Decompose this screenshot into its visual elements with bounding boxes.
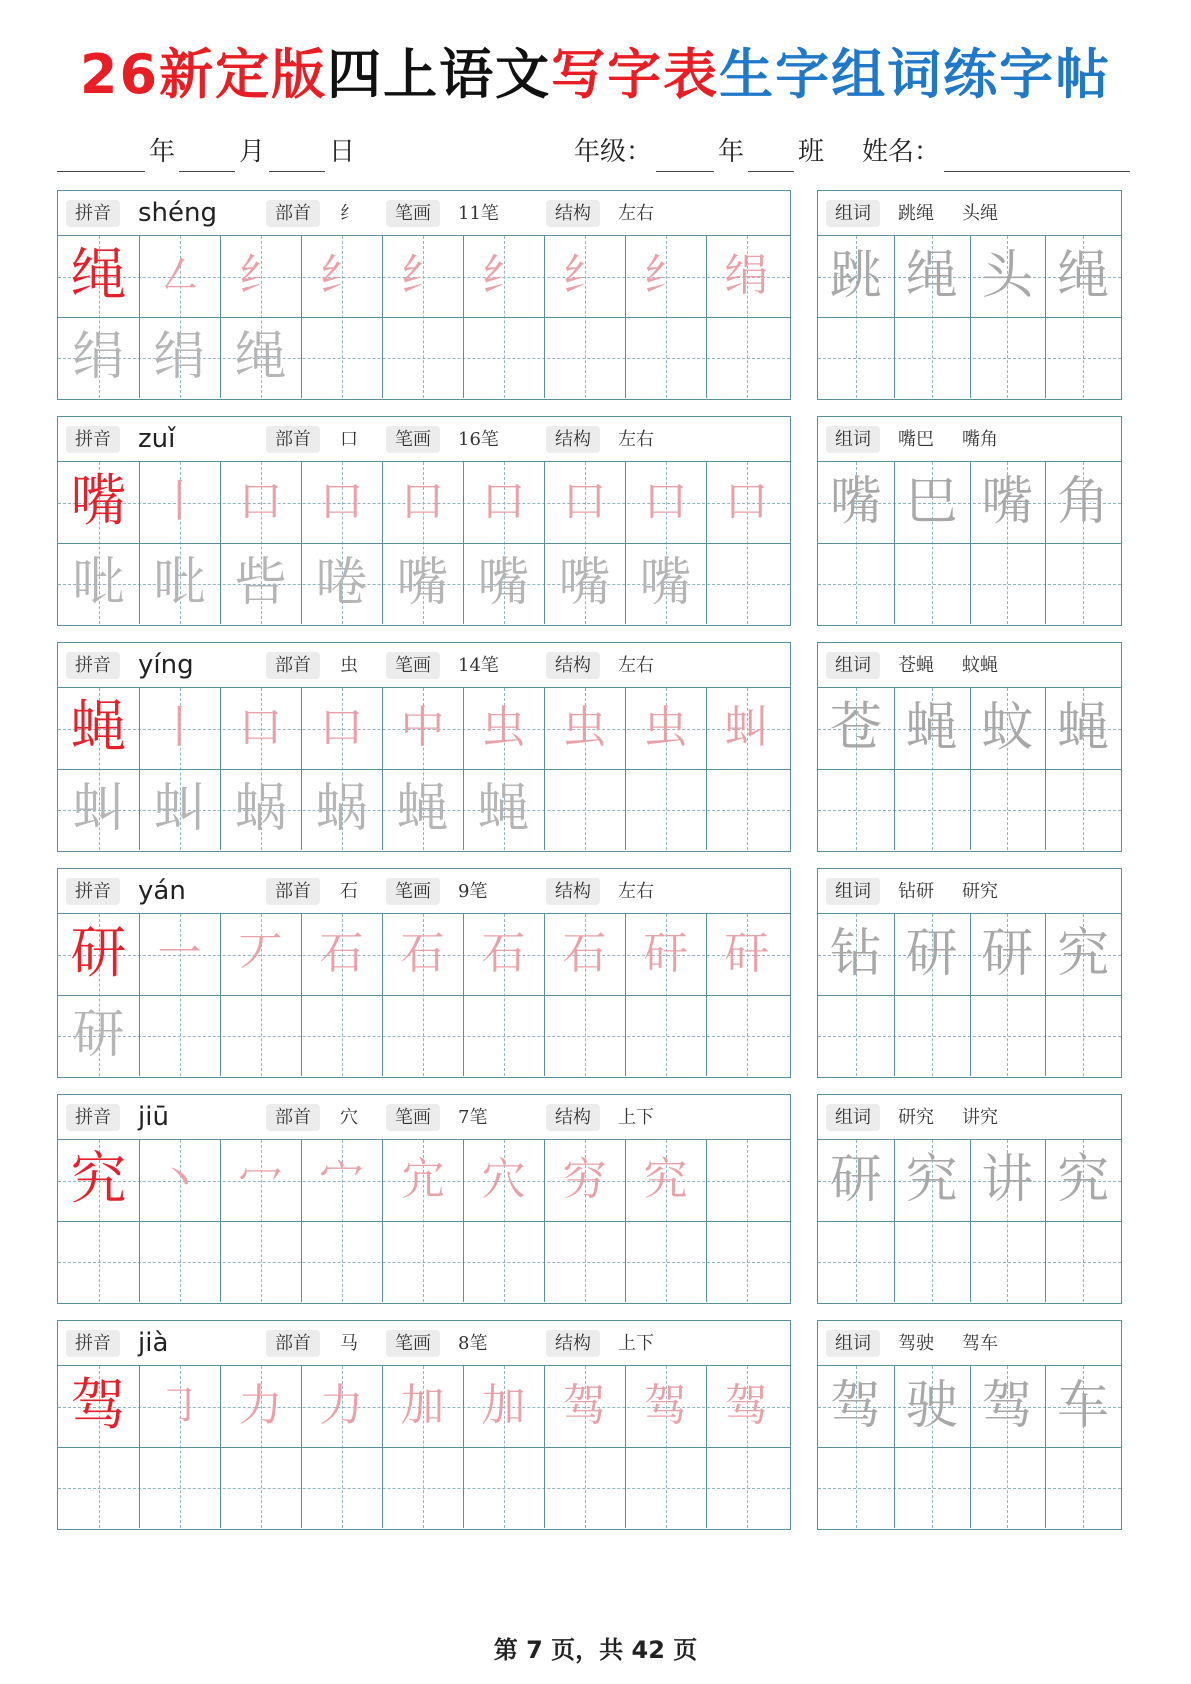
radical-label: 部首: [266, 1104, 320, 1131]
stroke-step-character: 石: [319, 928, 364, 979]
stroke-step-character: 宂: [400, 1154, 445, 1205]
page-footer: 第 7 页，共 42 页: [493, 1636, 698, 1664]
stroke-step-character: 口: [238, 702, 283, 753]
stroke-step-character: 绢: [724, 250, 769, 301]
grid-line: [58, 1221, 790, 1222]
word-value: 嘴巴: [898, 429, 934, 450]
words-label: 组词: [826, 426, 880, 453]
month-label: 月: [239, 137, 266, 167]
word-practice-box: [817, 1320, 1122, 1530]
practice-row: [57, 190, 1137, 400]
page-title: [0, 40, 1191, 110]
pinyin-value: yíng: [138, 650, 194, 680]
strokes-label: 笔画: [386, 1104, 440, 1131]
word-character: 驾: [981, 1376, 1034, 1436]
stroke-step-character: 虫: [562, 702, 607, 753]
words-header: [818, 191, 1121, 236]
char-practice-box: [57, 190, 791, 400]
char-info-header: [58, 1321, 790, 1366]
char-info-header: [58, 869, 790, 914]
stroke-step-character: 穴: [481, 1154, 526, 1205]
strokes-label: 笔画: [386, 200, 440, 227]
title-part-3: 写字表: [551, 43, 720, 106]
practice-row: [57, 1320, 1137, 1530]
trace-character: 虯: [72, 779, 125, 839]
stroke-step-character: 纟: [643, 250, 688, 301]
stroke-step-character: 石: [562, 928, 607, 979]
char-practice-box: [57, 1320, 791, 1530]
word-character: 跳: [829, 246, 882, 306]
stroke-step-character: 纟: [562, 250, 607, 301]
word-character: 驾: [829, 1376, 882, 1436]
pinyin-label: 拼音: [66, 200, 120, 227]
word-character: 究: [1057, 1150, 1110, 1210]
stroke-step-character: 矸: [643, 928, 688, 979]
word-character: 绳: [1057, 246, 1110, 306]
radical-value: 纟: [340, 203, 358, 224]
stroke-step-character: 石: [400, 928, 445, 979]
year-blank[interactable]: [57, 143, 145, 172]
trace-character: 绢: [72, 327, 125, 387]
word-value: 嘴角: [962, 429, 998, 450]
word-grid: [818, 1140, 1121, 1302]
stroke-step-character: 口: [319, 702, 364, 753]
structure-label: 结构: [546, 1330, 600, 1357]
stroke-step-character: 驾: [643, 1380, 688, 1431]
word-practice-box: [817, 190, 1122, 400]
word-grid: [818, 688, 1121, 850]
word-value: 研究: [898, 1107, 934, 1128]
stroke-step-character: 虫: [481, 702, 526, 753]
practice-row: [57, 1094, 1137, 1304]
word-character: 苍: [829, 698, 882, 758]
main-character: 研: [70, 921, 127, 986]
stroke-step-character: 丨: [157, 702, 202, 753]
strokes-value: 7笔: [458, 1107, 488, 1128]
char-practice-box: [57, 868, 791, 1078]
stroke-step-character: 驾: [562, 1380, 607, 1431]
char-info-header: [58, 643, 790, 688]
stroke-step-character: 纟: [481, 250, 526, 301]
word-value: 苍蝇: [898, 655, 934, 676]
strokes-label: 笔画: [386, 1330, 440, 1357]
stroke-step-character: 口: [238, 476, 283, 527]
name-label: 姓名：: [862, 137, 941, 167]
strokes-label: 笔画: [386, 426, 440, 453]
tianzi-grid: [58, 236, 790, 398]
strokes-value: 8笔: [458, 1333, 488, 1354]
pinyin-label: 拼音: [66, 426, 120, 453]
trace-character: 啳: [315, 553, 368, 613]
strokes-value: 9笔: [458, 881, 488, 902]
day-label: 日: [329, 137, 356, 167]
word-character: 究: [905, 1150, 958, 1210]
word-practice-box: [817, 416, 1122, 626]
char-practice-box: [57, 1094, 791, 1304]
trace-character: 蝇: [477, 779, 530, 839]
pinyin-value: jiū: [138, 1102, 169, 1132]
structure-value: 上下: [618, 1333, 654, 1354]
title-part-1: 26新定版: [79, 43, 328, 106]
word-character: 车: [1057, 1376, 1110, 1436]
trace-character: 绢: [153, 327, 206, 387]
pinyin-label: 拼音: [66, 1330, 120, 1357]
pinyin-value: yán: [138, 876, 186, 906]
grade-class-blank[interactable]: [748, 143, 794, 172]
words-header: [818, 1321, 1121, 1366]
month-blank[interactable]: [179, 143, 235, 172]
structure-value: 上下: [618, 1107, 654, 1128]
word-character: 研: [981, 924, 1034, 984]
word-character: 头: [981, 246, 1034, 306]
word-character: 钻: [829, 924, 882, 984]
strokes-label: 笔画: [386, 652, 440, 679]
stroke-step-character: 口: [643, 476, 688, 527]
word-value: 钻研: [898, 881, 934, 902]
student-line: [570, 132, 1130, 172]
main-character: 绳: [70, 243, 127, 308]
word-character: 研: [905, 924, 958, 984]
char-info-header: [58, 417, 790, 462]
trace-character: 呰: [234, 553, 287, 613]
grade-year-label: 年: [718, 137, 745, 167]
word-grid: [818, 914, 1121, 1076]
stroke-step-character: 中: [400, 702, 445, 753]
tianzi-grid: [58, 1366, 790, 1528]
trace-character: 嘴: [396, 553, 449, 613]
trace-character: 吡: [153, 553, 206, 613]
trace-character: 吡: [72, 553, 125, 613]
trace-character: 蜗: [315, 779, 368, 839]
word-character: 蚊: [981, 698, 1034, 758]
strokes-label: 笔画: [386, 878, 440, 905]
trace-character: 嘴: [558, 553, 611, 613]
word-character: 蝇: [905, 698, 958, 758]
stroke-step-character: ㇜: [157, 250, 202, 301]
pinyin-label: 拼音: [66, 878, 120, 905]
trace-character: 嘴: [639, 553, 692, 613]
char-practice-box: [57, 416, 791, 626]
date-line: [57, 132, 359, 172]
word-character: 究: [1057, 924, 1110, 984]
words-label: 组词: [826, 652, 880, 679]
title-part-2: 四上语文: [327, 43, 552, 106]
tianzi-grid: [58, 462, 790, 624]
pinyin-value: zuǐ: [138, 424, 176, 454]
grid-guide-line: [58, 1036, 790, 1037]
structure-label: 结构: [546, 878, 600, 905]
trace-character: 蝇: [396, 779, 449, 839]
trace-character: 蜗: [234, 779, 287, 839]
structure-label: 结构: [546, 200, 600, 227]
stroke-step-character: 丨: [157, 476, 202, 527]
stroke-step-character: 力: [319, 1380, 364, 1431]
stroke-step-character: 驾: [724, 1380, 769, 1431]
tianzi-grid: [58, 914, 790, 1076]
word-character: 巴: [905, 472, 958, 532]
stroke-step-character: 纟: [400, 250, 445, 301]
word-value: 驾车: [962, 1333, 998, 1354]
stroke-step-character: 加: [481, 1380, 526, 1431]
char-info-header: [58, 191, 790, 236]
main-character: 蝇: [70, 695, 127, 760]
tianzi-grid: [58, 688, 790, 850]
radical-value: 口: [340, 429, 358, 450]
tianzi-grid: [58, 1140, 790, 1302]
word-character: 驶: [905, 1376, 958, 1436]
stroke-step-character: 力: [238, 1380, 283, 1431]
word-value: 讲究: [962, 1107, 998, 1128]
stroke-step-character: 矸: [724, 928, 769, 979]
word-grid: [818, 1366, 1121, 1528]
grid-line: [58, 1447, 790, 1448]
grade-year-blank[interactable]: [656, 143, 714, 172]
word-character: 研: [829, 1150, 882, 1210]
strokes-value: 11笔: [458, 203, 499, 224]
words-label: 组词: [826, 878, 880, 905]
word-value: 头绳: [962, 203, 998, 224]
structure-value: 左右: [618, 429, 654, 450]
day-blank[interactable]: [269, 143, 325, 172]
grade-class-label: 班: [798, 137, 825, 167]
char-info-header: [58, 1095, 790, 1140]
word-character: 嘴: [829, 472, 882, 532]
word-practice-box: [817, 868, 1122, 1078]
title-part-4: 生字组词练字帖: [719, 43, 1112, 106]
structure-value: 左右: [618, 203, 654, 224]
stroke-step-character: 口: [724, 476, 769, 527]
stroke-step-character: 究: [643, 1154, 688, 1205]
grid-line: [706, 1140, 707, 1302]
pinyin-label: 拼音: [66, 1104, 120, 1131]
stroke-step-character: 一: [157, 928, 202, 979]
stroke-step-character: 口: [319, 476, 364, 527]
year-label: 年: [149, 137, 176, 167]
trace-character: 虯: [153, 779, 206, 839]
word-grid: [818, 236, 1121, 398]
radical-label: 部首: [266, 1330, 320, 1357]
stroke-step-character: 石: [481, 928, 526, 979]
radical-label: 部首: [266, 652, 320, 679]
word-character: 讲: [981, 1150, 1034, 1210]
radical-value: 虫: [340, 655, 358, 676]
stroke-step-character: 纟: [238, 250, 283, 301]
practice-row: [57, 642, 1137, 852]
radical-label: 部首: [266, 426, 320, 453]
words-label: 组词: [826, 1104, 880, 1131]
words-header: [818, 643, 1121, 688]
grid-guide-line: [58, 1488, 790, 1489]
trace-character: 嘴: [477, 553, 530, 613]
words-header: [818, 869, 1121, 914]
stroke-step-character: 纟: [319, 250, 364, 301]
trace-character: 绳: [234, 327, 287, 387]
word-practice-box: [817, 642, 1122, 852]
structure-label: 结构: [546, 652, 600, 679]
word-character: 角: [1057, 472, 1110, 532]
word-grid: [818, 462, 1121, 624]
words-header: [818, 417, 1121, 462]
stroke-step-character: 虯: [724, 702, 769, 753]
stroke-step-character: 口: [481, 476, 526, 527]
strokes-value: 14笔: [458, 655, 499, 676]
grid-line: [58, 995, 790, 996]
word-practice-box: [817, 1094, 1122, 1304]
radical-label: 部首: [266, 200, 320, 227]
structure-label: 结构: [546, 1104, 600, 1131]
structure-value: 左右: [618, 881, 654, 902]
practice-row: [57, 416, 1137, 626]
radical-value: 穴: [340, 1107, 358, 1128]
stroke-step-character: ㇆: [157, 1380, 202, 1431]
radical-value: 石: [340, 881, 358, 902]
char-practice-box: [57, 642, 791, 852]
word-character: 嘴: [981, 472, 1034, 532]
words-label: 组词: [826, 1330, 880, 1357]
stroke-step-character: 虫: [643, 702, 688, 753]
words-label: 组词: [826, 200, 880, 227]
stroke-step-character: 冖: [238, 1154, 283, 1205]
strokes-value: 16笔: [458, 429, 499, 450]
grid-guide-line: [58, 1262, 790, 1263]
radical-value: 马: [340, 1333, 358, 1354]
stroke-step-character: 丆: [238, 928, 283, 979]
stroke-step-character: 加: [400, 1380, 445, 1431]
stroke-step-character: 穷: [562, 1154, 607, 1205]
practice-row: [57, 868, 1137, 1078]
main-character: 究: [70, 1147, 127, 1212]
stroke-step-character: 丶: [157, 1154, 202, 1205]
pinyin-label: 拼音: [66, 652, 120, 679]
stroke-step-character: 宀: [319, 1154, 364, 1205]
radical-label: 部首: [266, 878, 320, 905]
main-character: 嘴: [70, 469, 127, 534]
trace-character: 研: [72, 1005, 125, 1065]
word-value: 驾驶: [898, 1333, 934, 1354]
words-header: [818, 1095, 1121, 1140]
word-value: 蚊蝇: [962, 655, 998, 676]
word-value: 研究: [962, 881, 998, 902]
word-character: 蝇: [1057, 698, 1110, 758]
name-blank[interactable]: [944, 143, 1130, 172]
pinyin-value: jià: [138, 1328, 169, 1358]
main-character: 驾: [70, 1373, 127, 1438]
word-character: 绳: [905, 246, 958, 306]
structure-label: 结构: [546, 426, 600, 453]
structure-value: 左右: [618, 655, 654, 676]
stroke-step-character: 口: [562, 476, 607, 527]
grade-label: 年级：: [574, 137, 653, 167]
word-value: 跳绳: [898, 203, 934, 224]
pinyin-value: shéng: [138, 198, 218, 228]
stroke-step-character: 口: [400, 476, 445, 527]
